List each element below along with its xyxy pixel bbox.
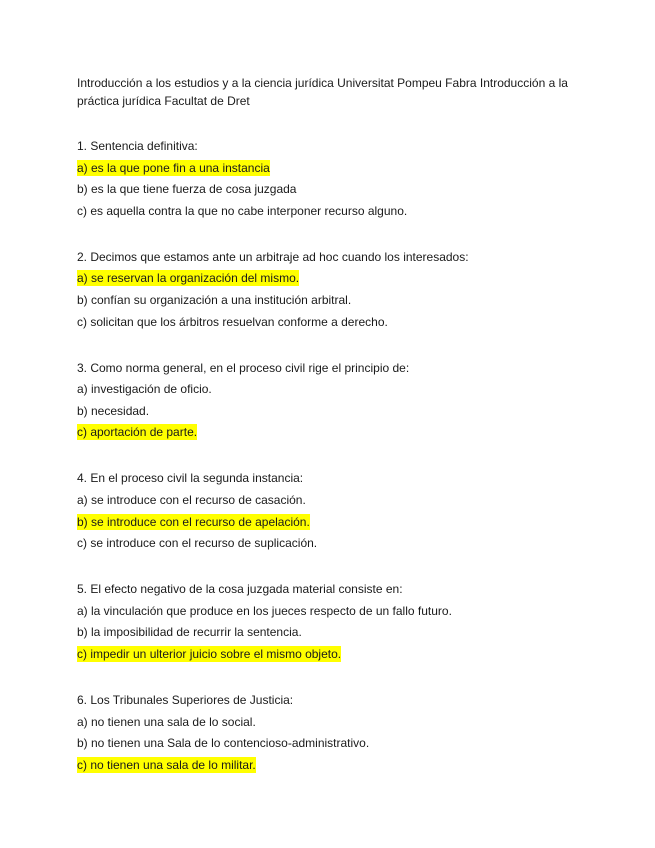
question-block	[77, 361, 577, 440]
question-prompt	[77, 250, 577, 264]
answer-option-text: b) confían su organización a una institución arbitral.	[77, 292, 352, 307]
question-prompt	[77, 693, 577, 707]
answer-option-text: c) aportación de parte.	[77, 425, 198, 440]
question-prompt	[77, 139, 577, 153]
answer-option	[77, 182, 577, 196]
question-block	[77, 250, 577, 329]
question-block	[77, 471, 577, 550]
question-block	[77, 582, 577, 661]
question-prompt	[77, 471, 577, 485]
correct-answer-option	[77, 425, 577, 439]
question-prompt-text: 1. Sentencia definitiva:	[77, 139, 198, 153]
document-header: Introducción a los estudios y a la ciencia jurídica Universitat Pompeu Fabra Introducción a la práctica jurídica Facultat de Dret	[77, 76, 568, 108]
answer-option-text: b) la imposibilidad de recurrir la sentencia.	[77, 625, 302, 640]
answer-option-text: c) no tienen una sala de lo militar.	[77, 757, 256, 772]
question-prompt	[77, 582, 577, 596]
correct-answer-option	[77, 161, 577, 175]
answer-option-text: b) necesidad.	[77, 403, 150, 418]
question-block	[77, 693, 577, 772]
answer-option	[77, 625, 577, 639]
answer-option-text: b) no tienen una Sala de lo contencioso-administrativo.	[77, 736, 370, 751]
answer-option-text: c) impedir un ulterior juicio sobre el mismo objeto.	[77, 646, 342, 661]
answer-option-text: c) solicitan que los árbitros resuelvan conforme a derecho.	[77, 314, 388, 329]
correct-answer-option	[77, 647, 577, 661]
answer-option-text: a) se reservan la organización del mismo.	[77, 271, 300, 286]
correct-answer-option	[77, 271, 577, 285]
question-prompt	[77, 361, 577, 375]
answer-option	[77, 315, 577, 329]
question-prompt-text: 5. El efecto negativo de la cosa juzgada material consiste en:	[77, 582, 403, 597]
question-block	[77, 139, 577, 218]
answer-option	[77, 536, 577, 550]
answer-option	[77, 404, 577, 418]
answer-option-text: a) la vinculación que produce en los jueces respecto de un fallo futuro.	[77, 603, 452, 618]
answer-option-text: c) es aquella contra la que no cabe interponer recurso alguno.	[77, 203, 408, 218]
question-prompt-text: 6. Los Tribunales Superiores de Justicia:	[77, 692, 294, 707]
answer-option-text: b) se introduce con el recurso de apelación.	[77, 514, 310, 529]
answer-option	[77, 736, 577, 750]
answer-option	[77, 493, 577, 507]
answer-option	[77, 715, 577, 729]
question-prompt-text: 4. En el proceso civil la segunda instancia:	[77, 471, 304, 486]
answer-option-text: b) es la que tiene fuerza de cosa juzgada	[77, 182, 297, 197]
question-prompt-text: 2. Decimos que estamos ante un arbitraje ad hoc cuando los interesados:	[77, 249, 469, 264]
question-prompt-text: 3. Como norma general, en el proceso civil rige el principio de:	[77, 360, 410, 375]
answer-option-text: a) investigación de oficio.	[77, 382, 212, 397]
answer-option-text: c) se introduce con el recurso de suplicación.	[77, 536, 318, 551]
answer-option	[77, 382, 577, 396]
document-page	[77, 75, 577, 804]
correct-answer-option	[77, 515, 577, 529]
answer-option	[77, 293, 577, 307]
answer-option-text: a) se introduce con el recurso de casación.	[77, 492, 306, 507]
answer-option	[77, 204, 577, 218]
correct-answer-option	[77, 758, 577, 772]
question-list	[77, 139, 577, 772]
answer-option-text: a) no tienen una sala de lo social.	[77, 714, 256, 729]
answer-option	[77, 604, 577, 618]
answer-option-text: a) es la que pone fin a una instancia	[77, 160, 270, 175]
